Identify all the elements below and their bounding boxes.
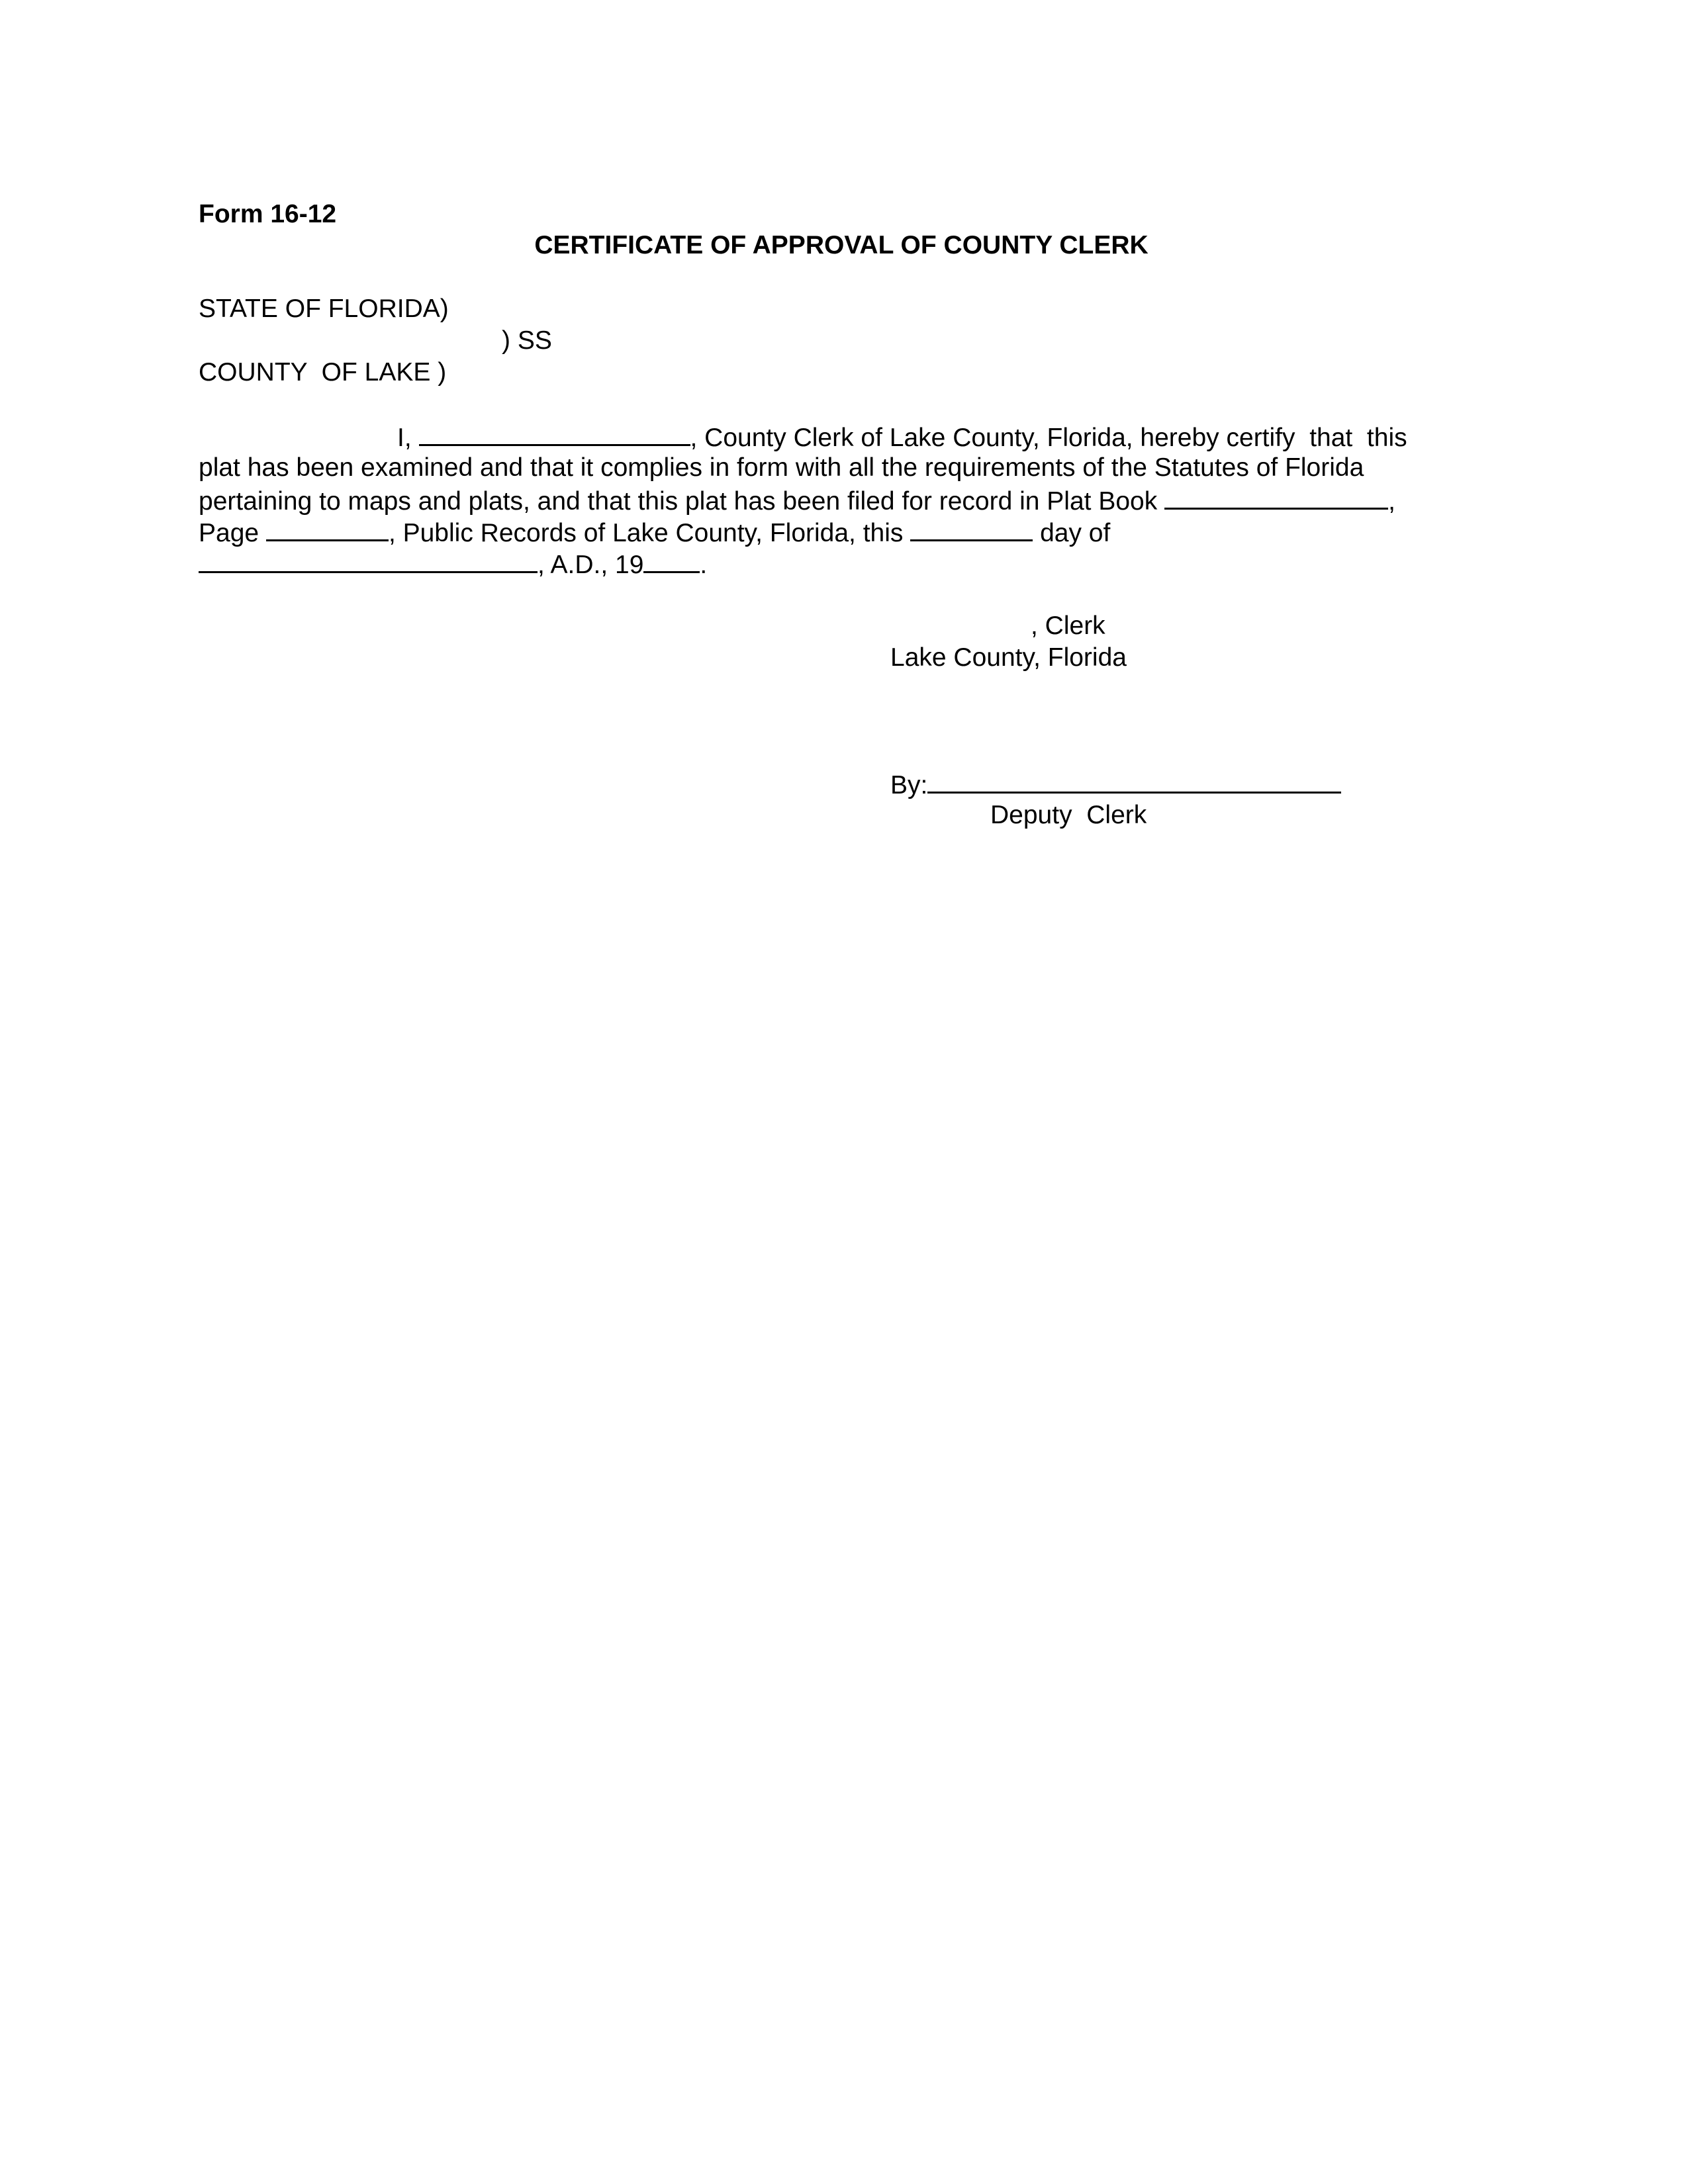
clerk-county: Lake County, Florida bbox=[890, 643, 1127, 672]
certificate-line-3-comma: , bbox=[1388, 487, 1395, 516]
clerk-title: , Clerk bbox=[1031, 612, 1105, 640]
day-blank[interactable] bbox=[910, 516, 1033, 541]
certificate-line-4-text: , Public Records of Lake County, Florida, this bbox=[388, 519, 904, 547]
certificate-line-4 bbox=[199, 516, 1463, 549]
deputy-clerk-label: Deputy Clerk bbox=[990, 801, 1147, 829]
certificate-line-1 bbox=[199, 420, 1463, 454]
certificate-line-3-text: pertaining to maps and plats, and that this plat has been filed for record in Plat Book bbox=[199, 487, 1158, 516]
form-number: Form 16-12 bbox=[199, 200, 337, 228]
venue-ss: ) SS bbox=[502, 326, 552, 355]
certificate-line-2: plat has been examined and that it complies in form with all the requirements of the Statutes of Florida bbox=[199, 453, 1364, 482]
certificate-title bbox=[0, 230, 1688, 261]
plat-book-blank[interactable] bbox=[1164, 484, 1388, 510]
by-label: By: bbox=[890, 771, 928, 799]
day-of-label: day of bbox=[1040, 519, 1111, 547]
page-label: Page bbox=[199, 519, 259, 547]
certificate-i: I, bbox=[397, 424, 412, 452]
month-blank[interactable] bbox=[199, 547, 538, 573]
venue-state: STATE OF FLORIDA) bbox=[199, 295, 449, 323]
certificate-title-text: CERTIFICATE OF APPROVAL OF COUNTY CLERK bbox=[534, 231, 1149, 259]
venue-county: COUNTY OF LAKE ) bbox=[199, 358, 447, 387]
certificate-line-5-period: . bbox=[700, 551, 708, 579]
certificate-line-5 bbox=[199, 547, 1463, 581]
deputy-signature-blank[interactable] bbox=[927, 768, 1341, 794]
year-blank[interactable] bbox=[643, 547, 700, 573]
certificate-line-1-text: , County Clerk of Lake County, Florida, hereby certify that this bbox=[690, 424, 1407, 452]
clerk-name-blank[interactable] bbox=[419, 420, 690, 446]
page-number-blank[interactable] bbox=[266, 516, 389, 541]
deputy-signature-line bbox=[890, 768, 1341, 801]
certificate-line-3 bbox=[199, 484, 1463, 518]
ad-label: , A.D., 19 bbox=[538, 551, 644, 579]
